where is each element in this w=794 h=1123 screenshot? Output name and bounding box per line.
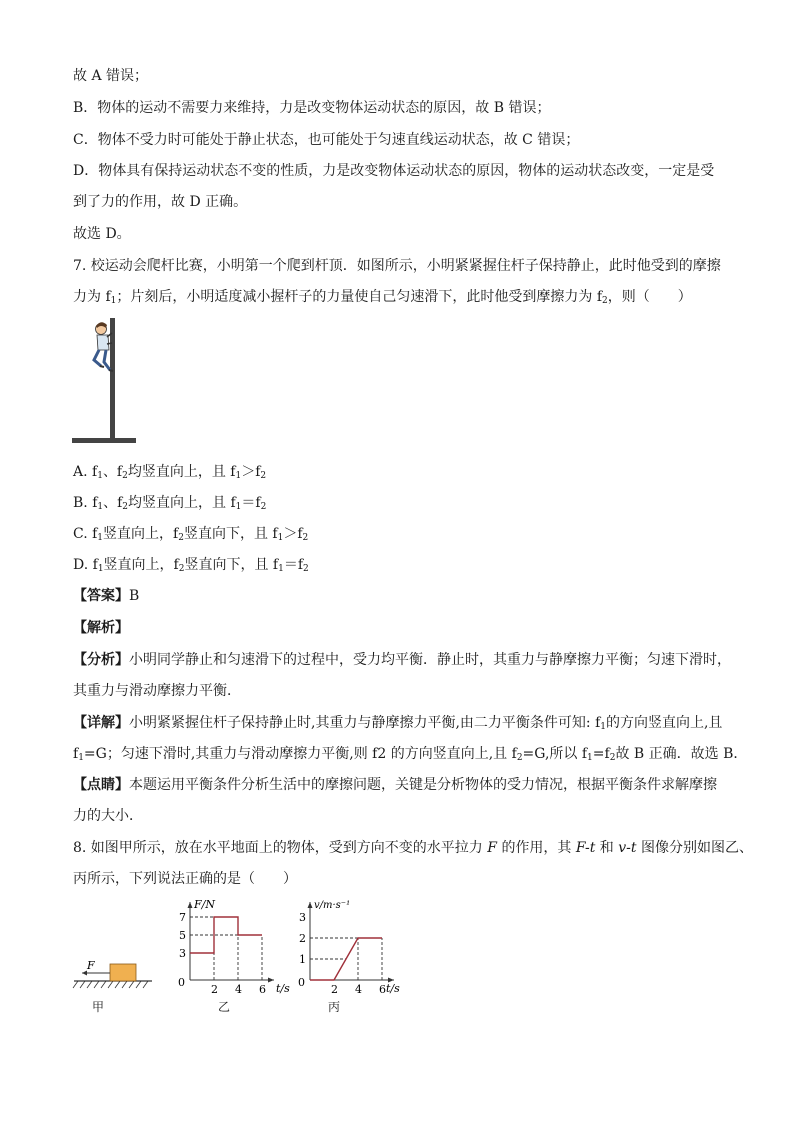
force-label: F [87, 959, 95, 972]
origin-label: 0 [178, 976, 185, 989]
origin-label: 0 [298, 976, 305, 989]
v-t-chart [290, 894, 420, 996]
caption-jia: 甲 [92, 1000, 105, 1014]
pole-climber-figure [70, 316, 140, 450]
x-tick-label: 4 [235, 983, 242, 996]
q7-analysis-label: 【解析】 [73, 620, 129, 636]
caption-bing: 丙 [328, 1000, 341, 1014]
x-tick-label: 2 [331, 983, 338, 996]
q7-stem: 7. 校运动会爬杆比赛，小明第一个爬到杆顶．如图所示，小明紧紧握住杆子保持静止，此时他受到的摩擦 [73, 258, 721, 274]
text-line: D．物体具有保持运动状态不变的性质，力是改变物体运动状态的原因，物体的运动状态改变，一定是受 [73, 163, 715, 179]
text-line: 故选 D。 [73, 226, 131, 242]
q7-dianjing: 【点睛】本题运用平衡条件分析生活中的摩擦问题，关键是分析物体的受力情况，根据平衡条件求解摩擦 [73, 777, 717, 793]
q7-dianjing-2: 力的大小． [73, 808, 143, 824]
q7-option-a: A. $f_1$、$f_2$均竖直向上，且 $f_1>f_2$ [73, 464, 267, 481]
text-line: B．物体的运动不需要力来维持，力是改变物体运动状态的原因，故 B 错误； [73, 100, 551, 116]
q7-option-d: D. $f_1$竖直向上，$f_2$竖直向下，且 $f_1=f_2$ [73, 557, 309, 574]
y-tick-label: 1 [299, 953, 306, 966]
x-axis-label: t/s [276, 982, 290, 995]
q7-answer: 【答案】B [73, 588, 140, 604]
text-line: C．物体不受力时可能处于静止状态，也可能处于匀速直线运动状态，故 C 错误； [73, 132, 580, 148]
text-line: 故 A 错误； [73, 68, 149, 84]
caption-yi: 乙 [218, 1000, 231, 1014]
q7-stem-2: 力为 $f_1$；片刻后，小明适度减小握杆子的力量使自己匀速滑下，此时他受到摩擦力为 $f_2$，则（ ） [73, 289, 692, 306]
q7-option-c: C. $f_1$竖直向上，$f_2$竖直向下，且 $f_1>f_2$ [73, 526, 309, 543]
q7-option-b: B. $f_1$、$f_2$均竖直向上，且 $f_1=f_2$ [73, 495, 267, 512]
q7-xiangjie: 【详解】小明紧紧握住杆子保持静止时,其重力与静摩擦力平衡,由二力平衡条件可知: $f_1$的方向竖直向上,且 [73, 715, 723, 732]
q7-fenxi: 【分析】小明同学静止和匀速滑下的过程中，受力均平衡．静止时，其重力与静摩擦力平衡；匀速下滑时， [73, 652, 731, 668]
x-tick-label: 6 [379, 983, 386, 996]
y-tick-label: 3 [179, 947, 186, 960]
f-t-chart [170, 894, 300, 996]
y-axis-label: F/N [194, 898, 215, 911]
block-figure [70, 955, 160, 995]
q8-stem: 8. 如图甲所示，放在水平地面上的物体，受到方向不变的水平拉力 F 的作用，其 F-t 和 v-t 图像分别如图乙、 [73, 840, 753, 856]
q7-fenxi-2: 其重力与滑动摩擦力平衡． [73, 683, 241, 699]
x-tick-label: 6 [259, 983, 266, 996]
y-tick-label: 3 [299, 911, 306, 924]
q7-xiangjie-2: $f_1=G$；匀速下滑时,其重力与滑动摩擦力平衡,则 f2 的方向竖直向上,且 $f_2=G$,所以 $f_1=f_2$故 B 正确．故选 B． [73, 746, 748, 763]
y-tick-label: 5 [179, 929, 186, 942]
x-axis-label: t/s [386, 982, 400, 995]
y-axis-label: v/m·s⁻¹ [314, 900, 351, 911]
q8-stem-2: 丙所示，下列说法正确的是（ ） [73, 871, 297, 887]
x-tick-label: 4 [355, 983, 362, 996]
text-line: 到了力的作用，故 D 正确。 [73, 194, 248, 210]
x-tick-label: 2 [211, 983, 218, 996]
y-tick-label: 2 [299, 932, 306, 945]
y-tick-label: 7 [179, 911, 186, 924]
